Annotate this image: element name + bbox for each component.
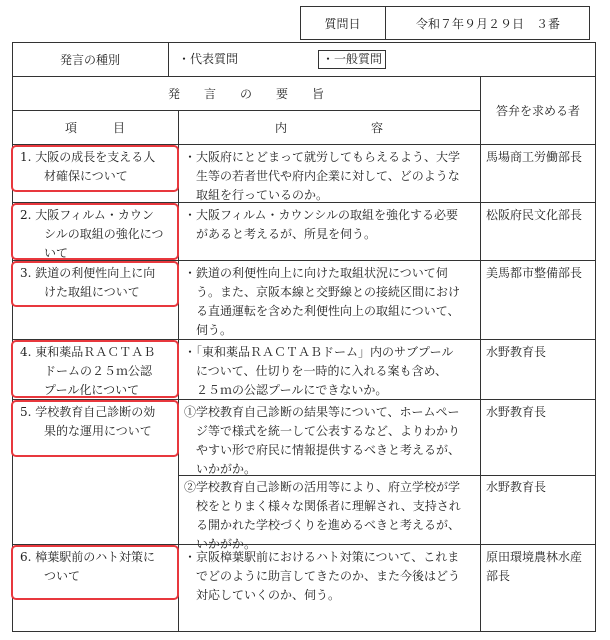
content-3 — [184, 264, 478, 340]
content-line: ・大阪フィルム・カウンシルの取組を強化する必要 — [184, 208, 458, 222]
content-5b — [184, 478, 478, 554]
respondent-4: 水野教育長 — [486, 345, 547, 359]
content-line: ①学校教育自己診断の結果等について、ホームペー — [184, 405, 460, 419]
respondent-6 — [486, 548, 582, 586]
item-line: 6. 樟葉駅前のハト対策に — [20, 550, 156, 564]
respondent-line: 部長 — [486, 569, 511, 583]
content-line: があると考えるが、所見を伺う。 — [196, 227, 377, 241]
respondent-1: 馬場商工労働部長 — [486, 150, 583, 164]
content-line: ・「東和薬品ＲＡＣＴＡＢドーム」内のサブプール — [184, 345, 454, 359]
respondent-line: 原田環境農林水産 — [486, 550, 583, 564]
item-line: プール化について — [44, 383, 140, 397]
item-header: 項 目 — [64, 120, 125, 135]
item-line: 1. 大阪の成長を支える人 — [20, 150, 156, 164]
content-4 — [184, 343, 478, 400]
highlight-box-item-2 — [11, 203, 179, 260]
content-line: ・大阪府にとどまって就労してもらえるよう、大学 — [184, 150, 461, 164]
item-line: シルの取組の強化につ — [44, 227, 164, 241]
content-line: 取組を行っているのか。 — [196, 188, 329, 202]
content-6 — [184, 548, 478, 605]
respondent-3: 美馬都市整備部長 — [486, 266, 583, 280]
question-date-value: 令和７年９月２９日 ３番 — [415, 16, 560, 31]
content-line: いかがか。 — [196, 462, 257, 476]
respondent-header: 答弁を求める者 — [495, 103, 580, 118]
content-line: る直通運転を含めた利便性向上の取組について、 — [196, 304, 460, 318]
content-2 — [184, 206, 478, 244]
respondent-5b: 水野教育長 — [486, 480, 547, 494]
content-line: 校をとりまく様々な関係者に理解され、支持され — [196, 499, 461, 513]
content-line: 伺う。 — [196, 323, 233, 337]
speech-type-option-representative: ・代表質問 — [178, 52, 239, 66]
item-line: けた取組について — [44, 285, 140, 299]
speech-type-option-general: ・一般質問 — [318, 50, 386, 69]
highlight-box-item-4 — [11, 340, 179, 398]
content-line: ジ等で様式を統一して公表するなど、よりわかり — [196, 424, 461, 438]
content-line: る開かれた学校づくりを進めるべきと考えるが、 — [196, 518, 461, 532]
respondent-5a: 水野教育長 — [486, 405, 547, 419]
item-line: 材確保について — [44, 169, 128, 183]
item-line: いて — [44, 246, 69, 260]
highlight-box-item-3 — [11, 261, 179, 307]
content-5a — [184, 403, 478, 479]
content-header: 内 容 — [274, 120, 383, 135]
highlight-box-item-1 — [11, 145, 179, 192]
item-line: 果的な運用について — [44, 424, 152, 438]
speech-type-divider — [168, 42, 169, 76]
content-line: ２５ｍの公認プールにできないか。 — [196, 383, 388, 397]
speech-type-label: 発言の種別 — [59, 52, 120, 67]
question-date-label: 質問日 — [324, 16, 361, 31]
item-line: 4. 東和薬品ＲＡＣＴＡＢ — [20, 345, 156, 359]
item-line: 5. 学校教育自己診断の効 — [20, 405, 156, 419]
content-line: でどのように助言してきたのか、また今後はどう — [196, 569, 461, 583]
content-line: やすい形で府民に情報提供するべきと考えるが、 — [196, 443, 461, 457]
content-line: 対応していくのか、伺う。 — [196, 588, 341, 602]
item-line: 2. 大阪フィルム・カウン — [20, 208, 154, 222]
content-line: について、仕切りを一時的に入れる案も含め、 — [196, 364, 448, 378]
content-line: ②学校教育自己診断の活用等により、府立学校が学 — [184, 480, 461, 494]
item-line: ドームの２５ｍ公認 — [44, 364, 153, 378]
summary-header: 発 言 の 要 旨 — [167, 86, 324, 101]
content-1 — [184, 148, 478, 205]
content-line: いかがか。 — [196, 537, 257, 551]
content-line: ・京阪樟葉駅前におけるハト対策について、これま — [184, 550, 460, 564]
respondent-2: 松阪府民文化部長 — [486, 208, 583, 222]
highlight-box-item-5 — [11, 400, 179, 457]
item-line: ついて — [44, 569, 81, 583]
content-line: 生等の若者世代や府内企業に対して、どのような — [196, 169, 460, 183]
respondent-col-line — [480, 76, 481, 632]
highlight-box-item-6 — [11, 545, 179, 600]
content-line: う。また、京阪本線と交野線との接続区間におけ — [196, 285, 461, 299]
content-line: ・鉄道の利便性向上に向けた取組状況について伺 — [184, 266, 448, 280]
item-line: 3. 鉄道の利便性向上に向 — [20, 266, 156, 280]
